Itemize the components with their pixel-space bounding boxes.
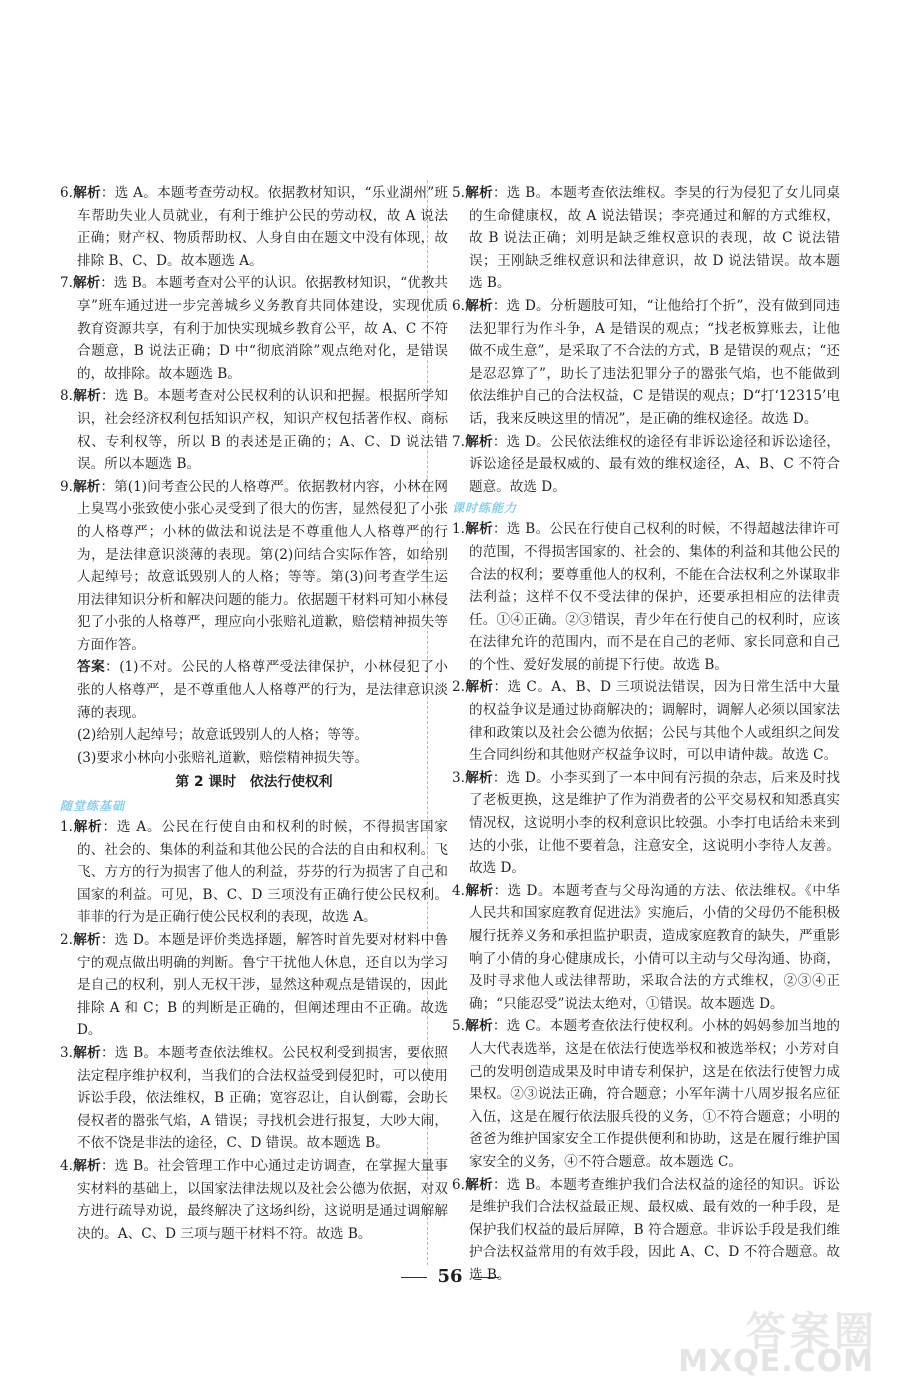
right-column — [452, 182, 840, 1287]
watermark-logo: 答案圈 — [746, 1309, 878, 1355]
answer-item: 2.解析：选 D。本题是评价类选择题，解答时首先要对材料中鲁宁的观点做出明确的判断。鲁宁干扰他人休息，还自以为学习是自己的权利，别人无权干涉，显然这种观点是错误的，因此排除 A 和 C；B 的判断是正确的，但阐述理由不正确。故选 D。 — [60, 932, 449, 1039]
left-items-part1 — [60, 182, 448, 656]
answer-item: 7.解析：选 B。本题考查对公平的认识。依据教材知识，“优教共享”班车通过进一步完善城乡义务教育共同体建设，实现优质教育资源共享，有利于加快实现城乡教育公平，故 A、C 不符合题意，B 说法正确；D 中“彻底消除”观点绝对化，是错误的，故排除。故本题选 B。 — [60, 275, 449, 382]
page-number — [0, 1266, 900, 1287]
page-number-text: 56 — [437, 1266, 463, 1287]
answer-item: 1.解析：选 B。公民在行使自己权利的时候，不得超越法律许可的范围，不得损害国家的、社会的、集体的利益和其他公民的合法的权利；要尊重他人的权利，不能在合法权利之外谋取非法利益；这样不仅不受法律的保护，还要承担相应的法律责任。①④正确。②③错误，青少年在行使自己的权利时，应该在法律允许的范围内，而不是在自己的老师、家长同意和自己的个性、爱好发展的前提下行使。故选 B。 — [452, 521, 840, 673]
page-number-dash-right — [473, 1277, 499, 1278]
answer-item: 6.解析：选 B。本题考查维护我们合法权益的途径的知识。诉讼是维护我们合法权益最正规、最权威、最有效的一种手段，是保护我们权益的最后屏障，B 符合题意。非诉讼手段是我们维护合法权益常用的有效手段，因此 A、C、D 不符合题意。故选 B。 — [452, 1176, 840, 1283]
right-items-part1 — [452, 182, 840, 498]
answer-item: 3.解析：选 B。本题考查依法维权。公民权利受到损害，要依照法定程序维护权利，当我们的合法权益受到侵犯时，可以使用诉讼手段，依法维权，B 正确；宽容忍让，自认倒霉，会助长侵权者的嚣张气焰，A 错误；寻找机会进行报复，大吵大闹，不依不饶是非法的途径，C、D 错误。故本题选 B。 — [60, 1044, 448, 1152]
answer-block: 答案：(1)不对。公民的人格尊严受法律保护，小林侵犯了小张的人格尊严，是不尊重他人人格尊严的行为，是法律意识淡薄的表现。 — [77, 659, 448, 721]
answer-part-2: (2)给别人起绰号；故意诋毁别人的人格；等等。 — [77, 727, 369, 744]
answer-item: 4.解析：选 D。本题考查与父母沟通的方法、依法维权。《中华人民共和国家庭教育促进法》实施后，小倩的父母仍不能积极履行抚养义务和承担监护职责，造成家庭教育的缺失，严重影响了小倩的身心健康成长，小倩可以主动与父母沟通、协商，及时寻求他人或法律帮助，采取合法的方式维权，②③④正确；“只能忍受”说法太绝对，①错误。故本题选 D。 — [452, 882, 841, 1012]
answer-part-3: (3)要求小林向小张赔礼道歉，赔偿精神损失等。 — [77, 749, 369, 766]
answer-item: 6.解析：选 D。分析题肢可知，“让他给打个折”，没有做到同违法犯罪行为作斗争，A 是错误的观点；“找老板算账去，让他做不成生意”，是采取了不合法的方式，B 是错误的观点；“还是忍忍算了”，助长了违法犯罪分子的嚣张气焰，也不能做到依法维护自己的合法权益，C 是错误的观点；D“打‘12315’电话，我来反映这里的情况”，是正确的维权途径。故选 D。 — [452, 297, 841, 427]
left-column — [60, 182, 448, 1245]
answer-item: 1.解析：选 A。公民在行使自由和权利的时候，不得损害国家的、社会的、集体的利益和其他公民的合法的自由和权利。飞飞、方方的行为损害了他人的利益，芬芬的行为损害了自己和国家的利益。可见，B、C、D 三项没有正确行使公民权利。菲菲的行为是正确行使公民权利的表现，故选 A。 — [60, 819, 449, 926]
right-items-part2 — [452, 518, 840, 1286]
answer-item: 7.解析：选 D。公民依法维权的途径有非诉讼途径和诉讼途径，诉讼途径是最权威的、最有效的维权途径，A、B、C 不符合题意。故选 D。 — [452, 433, 841, 495]
section-title: 课时练能力 — [452, 501, 518, 516]
answer-item: 6.解析：选 A。本题考查劳动权。依据教材知识，“乐业湖州”班车帮助失业人员就业，有利于维护公民的劳动权，故 A 说法正确；财产权、物质帮助权、人身自由在题文中没有体现，故排除 B、C、D。故本题选 A。 — [60, 185, 449, 269]
answer-item: 2.解析：选 C。A、B、D 三项说法错误，因为日常生活中大量的权益争议是通过协商解决的；调解时，调解人必须以国家法律和政策以及社会公德为依据；公民与其他个人或组织之间发生合同纠纷和其他财产权益争议时，可以申请仲裁。故选 C。 — [452, 679, 841, 764]
answer-item: 9.解析：第(1)问考查公民的人格尊严。依据教材内容，小林在网上臭骂小张致使小张心灵受到了很大的伤害，显然侵犯了小张的人格尊严；小林的做法和说法是不尊重他人人格尊严的行为，是法律意识淡薄的表现。第(2)问结合实际作答，如给别人起绰号；故意诋毁别人的人格；等等。第(3)问考查学生运用法律知识分析和解决问题的能力。依据题干材料可知小林侵犯了小张的人格尊严，理应向小张赔礼道歉，赔偿精神损失等方面作答。 — [60, 478, 448, 653]
left-items-part2 — [60, 816, 448, 1245]
watermark-url: MXQE.COM — [678, 1344, 874, 1379]
page-number-dash-left — [401, 1277, 427, 1278]
answer-item: 5.解析：选 C。本题考查依法行使权利。小林的妈妈参加当地的人大代表选举，这是在依法行使选举权和被选举权；小芳对自己的发明创造成果及时申请专利保护，这是在依法行使智力成果权。②③说法正确，符合题意；小军年满十八周岁报名应征入伍，这是在履行依法服兵役的义务，①不符合题意；小明的爸爸为维护国家安全工作提供便利和协助，这是在履行维护国家安全的义务，④不符合题意。故本题选 C。 — [452, 1018, 840, 1170]
watermark — [668, 1300, 878, 1382]
lesson-title: 第 2 课时 依法行使权利 — [175, 774, 333, 791]
answer-item: 4.解析：选 B。社会管理工作中心通过走访调查，在掌握大量事实材料的基础上，以国家法律法规以及社会公德为依据，对双方进行疏导劝说，最终解决了这场纠纷，这说明是通过调解解决的。A、C、D 三项与题干材料不符。故选 B。 — [60, 1157, 448, 1242]
answer-item: 8.解析：选 B。本题考查对公民权利的认识和把握。根据所学知识，社会经济权利包括知识产权，知识产权包括著作权、商标权、专利权等，所以 B 的表述是正确的；A、C、D 说法错误。所以本题选 B。 — [60, 388, 448, 473]
answer-item: 5.解析：选 B。本题考查依法维权。李昊的行为侵犯了女儿同桌的生命健康权，故 A 说法错误；李亮通过和解的方式维权，故 B 说法正确；刘明是缺乏维权意识的表现，故 C 说法错误；王刚缺乏维权意识和法律意识，故 D 说法错误。故本题选 B。 — [452, 185, 840, 292]
answer-item: 3.解析：选 D。小李买到了一本中间有污损的杂志，后来及时找了老板更换，这是维护了作为消费者的公平交易权和知悉真实情况权，这说明小李的权利意识比较强。小李打电话给未来到达的小张，让他不要着急，注意安全，这说明小李待人友善。故选 D。 — [452, 769, 841, 877]
section-title: 随堂练基础 — [60, 799, 126, 814]
